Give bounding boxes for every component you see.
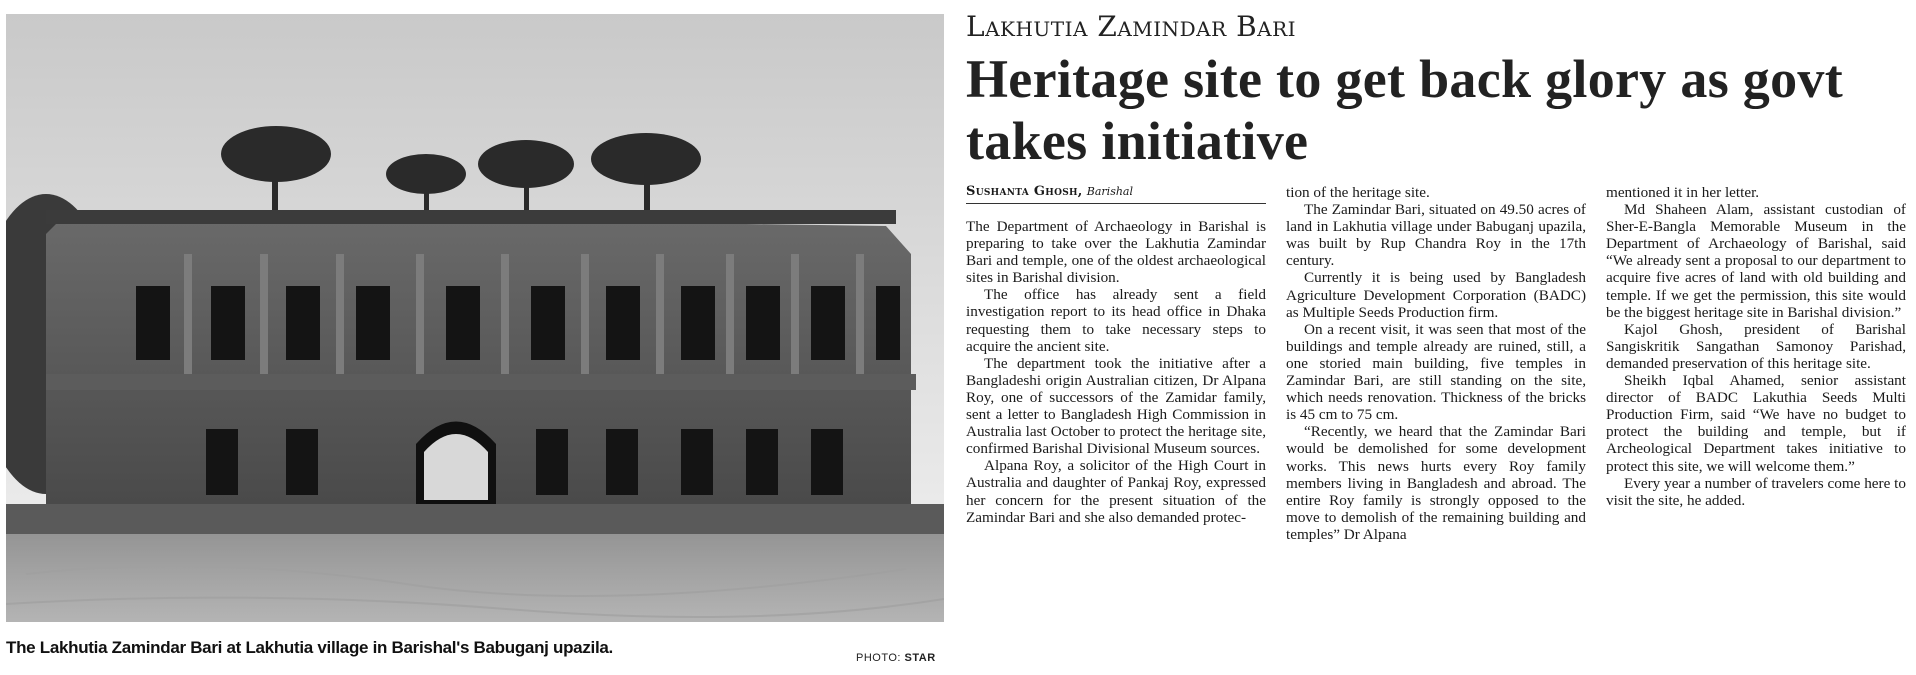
article-paragraph: The Zamindar Bari, situated on 49.50 acres of land in Lakhutia village under Babuganj upazila, was built by Rup Chandra Roy in the 17th century. bbox=[1286, 201, 1586, 270]
article-paragraph: The Department of Archaeology in Barishal is preparing to take over the Lakhutia Zamindar Bari and temple, one of the oldest archaeological sites in Barishal division. bbox=[966, 218, 1266, 287]
article-paragraph: “Recently, we heard that the Zamindar Bari would be demolished for some development works. This news hurts every Roy family members living in Bangladesh and abroad. The entire Roy family is strongly opposed to the move to demolish of the remaining building and temples” Dr Alpana bbox=[1286, 423, 1586, 543]
byline-author: Sushanta Ghosh, bbox=[966, 184, 1083, 199]
article-paragraph: Every year a number of travelers come here to visit the site, he added. bbox=[1606, 474, 1906, 509]
article-photo bbox=[6, 14, 944, 622]
photo-credit-prefix: PHOTO: bbox=[856, 652, 901, 664]
article-byline bbox=[966, 184, 1266, 204]
article-paragraph: Currently it is being used by Bangladesh Agriculture Development Corporation (BADC) as Multiple Seeds Production firm. bbox=[1286, 269, 1586, 321]
article-column-2 bbox=[1286, 184, 1586, 543]
article-column-3 bbox=[1606, 184, 1906, 509]
article-kicker: Lakhutia Zamindar Bari bbox=[966, 10, 1297, 43]
article-headline: Heritage site to get back glory as govt takes initiative bbox=[966, 49, 1843, 171]
article-paragraph-continued: tion of the heritage site. bbox=[1286, 184, 1430, 201]
photo-credit bbox=[856, 652, 936, 664]
article-paragraph: Md Shaheen Alam, assistant custodian of Sher-E-Bangla Memorable Museum in the Department of Archaeology of Barishal, said “We already sent a proposal to our department to acquire five acres of land with old building and temple. If we get the permission, this site would be the biggest heritage site in Barishal division.” bbox=[1606, 201, 1906, 321]
article-paragraph: Kajol Ghosh, president of Barishal Sangiskritik Sangathan Samonoy Parishad, demanded preservation of this heritage site. bbox=[1606, 320, 1906, 372]
photo-credit-source: STAR bbox=[904, 652, 936, 664]
article-paragraph: Alpana Roy, a solicitor of the High Court in Australia and daughter of Pankaj Roy, expressed her concern for the present situation of the Zamindar Bari and she also demanded protec- bbox=[966, 457, 1266, 526]
photo-caption: The Lakhutia Zamindar Bari at Lakhutia village in Barishal's Babuganj upazila. bbox=[6, 638, 613, 657]
article-paragraph: The department took the initiative after a Bangladeshi origin Australian citizen, Dr Alpana Roy, one of successors of the Zamidar family, sent a letter to Bangladesh High Commission in Australia last October to protect the heritage site, confirmed Barishal Divisional Museum sources. bbox=[966, 354, 1266, 458]
article-paragraph: The office has already sent a field investigation report to its head office in Dhaka requesting them to take necessary steps to acquire the ancient site. bbox=[966, 286, 1266, 355]
zamindar-bari-photo bbox=[6, 14, 944, 622]
article-paragraph-continued: mentioned it in her letter. bbox=[1606, 184, 1760, 201]
article-paragraph: Sheikh Iqbal Ahamed, senior assistant director of BADC Lakuthia Seeds Multi Production Firm, said “We have no budget to protect the building and temple, but if Archeological Department takes initiative to protect this site, we will welcome them.” bbox=[1606, 372, 1906, 475]
byline-location: Barishal bbox=[1086, 185, 1134, 198]
article-column-1 bbox=[966, 218, 1266, 526]
article-paragraph: On a recent visit, it was seen that most of the buildings and temple already are ruined, still, a one storied main building, five temples in Zamindar Bari, are still standing on the site, which needs renovation. Thickness of the bricks is 45 cm to 75 cm. bbox=[1286, 320, 1586, 424]
